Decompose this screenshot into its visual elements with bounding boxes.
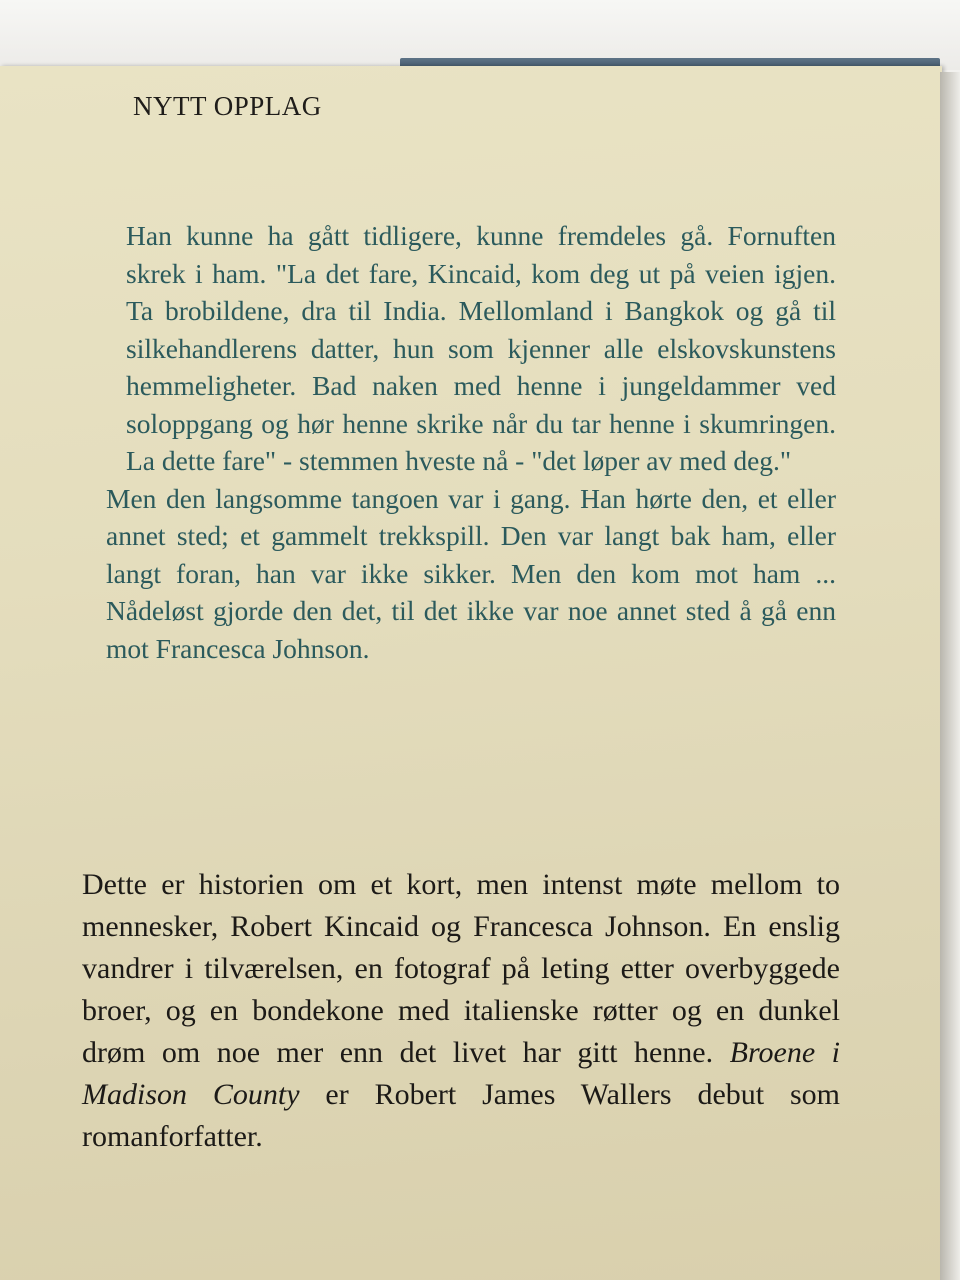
cover-shadow xyxy=(940,72,960,1280)
excerpt-paragraph: Men den langsomme tangoen var i gang. Han hørte den, et eller annet sted; et gammelt trekkspill. Den var langt bak ham, eller langt foran, han var ikke sikker. Men den kom mot ham ... Nådeløst gjorde den det, til det ikke var noe annet sted å gå enn mot Francesca Johnson. xyxy=(106,482,836,664)
description-text: er Robert James Wallers debut som romanforfatter. xyxy=(82,1078,840,1153)
book-title: Broene i Madison County xyxy=(82,1036,841,1111)
book-description xyxy=(82,864,840,1158)
imprint-label: NYTT OPPLAG xyxy=(133,91,322,121)
description-text: Dette er historien om et kort, men intenst møte mellom to mennesker, Robert Kincaid og Francesca Johnson. En enslig vandrer i tilværelsen, en fotograf på leting etter overbyggede broer, og en bondekone med italienske røtter og en dunkel drøm om noe mer enn det livet har gitt henne. xyxy=(82,868,840,1069)
description-paragraph xyxy=(82,864,840,1158)
book-excerpt xyxy=(106,217,836,667)
excerpt-paragraph: Han kunne ha gått tidligere, kunne fremdeles gå. Fornuften skrek i ham. "La det fare, Kincaid, kom deg ut på veien igjen. Ta brobildene, dra til India. Mellomland i Bangkok og gå til silkehandlerens datter, hun som kjenner alle elskovskunstens hemmeligheter. Bad naken med henne i jungeldammer ved soloppgang og hør henne skrike når du tar henne i skumringen. La dette fare" - stemmen hveste nå - "det løper av med deg." xyxy=(126,220,836,476)
